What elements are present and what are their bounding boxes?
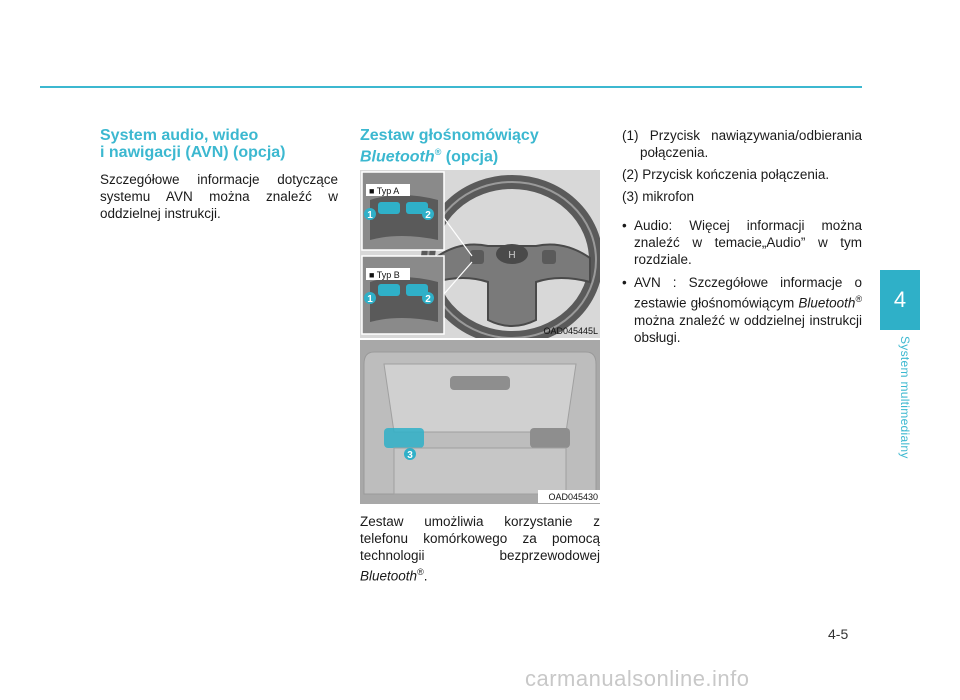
header-rule — [40, 86, 862, 88]
chapter-number: 4 — [893, 287, 907, 312]
bullet-list — [622, 217, 862, 346]
chapter-title: System multimedialny — [898, 336, 912, 459]
overhead-console — [360, 340, 600, 504]
list-item: (1) Przycisk nawiązywania/odbierania połączenia. — [622, 128, 862, 160]
left-column — [100, 127, 338, 222]
list-item: (2) Przycisk kończenia połączenia. — [622, 167, 830, 182]
bluetooth-brand: Bluetooth — [798, 295, 856, 311]
figure-code-top: OAD045445L — [543, 326, 598, 336]
chapter-tab — [880, 270, 920, 330]
type-b-label: ■ Typ B — [369, 270, 400, 280]
figure-illustration — [360, 170, 600, 504]
callout-3-text: 3 — [407, 450, 413, 461]
type-a-label: ■ Typ A — [369, 186, 400, 196]
microphone-icon — [384, 428, 424, 448]
console-switches — [450, 376, 510, 390]
callout-1-a-text: 1 — [367, 210, 373, 221]
heading-line-1: Zestaw głośnomówiący — [360, 127, 539, 144]
callout-2-a-text: 2 — [425, 210, 431, 221]
call-button-icon — [378, 202, 400, 214]
bluetooth-figure — [360, 170, 600, 504]
section-heading-bluetooth — [360, 127, 600, 165]
item-list — [622, 127, 862, 205]
watermark: carmanualsonline.info — [525, 666, 750, 691]
figure-divider — [360, 338, 600, 340]
bluetooth-brand: Bluetooth — [360, 148, 435, 166]
bullet-avn: • AVN : Szczegółowe informacje o zestawie głośnomówiącym Bluetooth® można znaleźć w oddzielnej instrukcji obsługi. — [622, 274, 862, 346]
section-heading-avn — [100, 127, 338, 161]
heading-line-1: System audio, wideo — [100, 127, 259, 144]
heading-line-2: i nawigacji (AVN) (opcja) — [100, 144, 286, 161]
list-item: (3) mikrofon — [622, 189, 695, 204]
callout-2-b-text: 2 — [425, 294, 431, 305]
bullet-audio: • Audio: Więcej informacji można znaleźć w temacie„Audio” w tym rozdziale. — [622, 217, 862, 268]
avn-description: Szczegółowe informacje dotyczące systemu AVN można znaleźć w oddzielnej instrukcji. — [100, 172, 338, 221]
callout-1-b-text: 1 — [367, 294, 373, 305]
middle-column — [360, 127, 600, 165]
registered-mark: ® — [434, 147, 442, 157]
figure-caption — [360, 513, 600, 585]
bluetooth-brand: Bluetooth — [360, 568, 418, 584]
call-button-icon — [378, 284, 400, 296]
page-number: 4-5 — [828, 626, 849, 642]
right-column — [622, 127, 862, 352]
figure-code-bottom: OAD045430 — [548, 492, 598, 502]
heading-suffix: (opcja) — [441, 148, 499, 166]
svg-text:H: H — [508, 250, 516, 261]
caption-text: Zestaw umożliwia korzystanie z telefonu komórkowego za pomocą technologii bezprzewodowej Bluetooth®. — [360, 514, 600, 584]
